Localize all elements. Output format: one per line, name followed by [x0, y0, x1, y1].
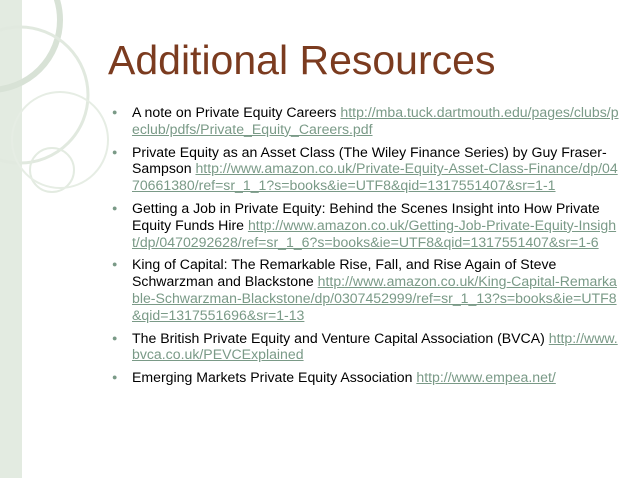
resource-link[interactable]: http://www.amazon.co.uk/Getting-Job-Private-Equity-Insight/dp/0470292628/ref=sr_1_6?s=books&ie=UTF8&qid=1317551407&sr=1-6: [132, 216, 617, 250]
resource-item: [112, 144, 620, 194]
resource-item: [112, 369, 620, 386]
resource-item: [112, 104, 620, 138]
resource-text: Emerging Markets Private Equity Association: [132, 369, 413, 386]
slide-title: Additional Resources: [108, 37, 496, 83]
resource-text: A note on Private Equity Careers: [132, 104, 337, 120]
bullet-dot-icon: ●: [112, 202, 118, 213]
resource-link[interactable]: http://www.amazon.co.uk/King-Capital-Remarkable-Schwarzman-Blackstone/dp/0307452999/ref=sr_1_13?s=books&ie=UTF8&qid=1317551696&sr=1-13: [132, 273, 617, 323]
resource-item: [112, 256, 620, 323]
resource-link[interactable]: http://www.bvca.co.uk/PEVCExplained: [132, 329, 618, 363]
resource-item: [112, 330, 620, 364]
resource-link[interactable]: http://mba.tuck.dartmouth.edu/pages/clubs/peclub/pdfs/Private_Equity_Careers.pdf: [132, 104, 619, 137]
bullet-dot-icon: ●: [112, 107, 118, 117]
bullet-dot-icon: ●: [112, 259, 118, 270]
bullet-dot-icon: ●: [112, 332, 118, 343]
resource-text: King of Capital: The Remarkable Rise, Fall, and Rise Again of Steve Schwarzman and Blackstone: [132, 256, 557, 290]
resource-link[interactable]: http://www.empea.net/: [416, 369, 556, 386]
resource-text: Private Equity as an Asset Class (The Wiley Finance Series) by Guy Fraser-Sampson: [132, 143, 607, 177]
bullet-dot-icon: ●: [112, 372, 118, 383]
resource-item: [112, 200, 620, 250]
bullet-dot-icon: ●: [112, 146, 118, 157]
ring-top: [0, 0, 60, 90]
ring-mid: [12, 92, 108, 188]
resource-link[interactable]: http://www.amazon.co.uk/Private-Equity-Asset-Class-Finance/dp/0470661380/ref=sr_1_1?s=books&ie=UTF8&qid=1317551407&sr=1-1: [132, 160, 618, 194]
resource-text: The British Private Equity and Venture Capital Association (BVCA): [132, 329, 545, 346]
resource-list: [112, 104, 620, 392]
resource-text: Getting a Job in Private Equity: Behind the Scenes Insight into How Private Equity Funds Hire: [132, 199, 600, 233]
